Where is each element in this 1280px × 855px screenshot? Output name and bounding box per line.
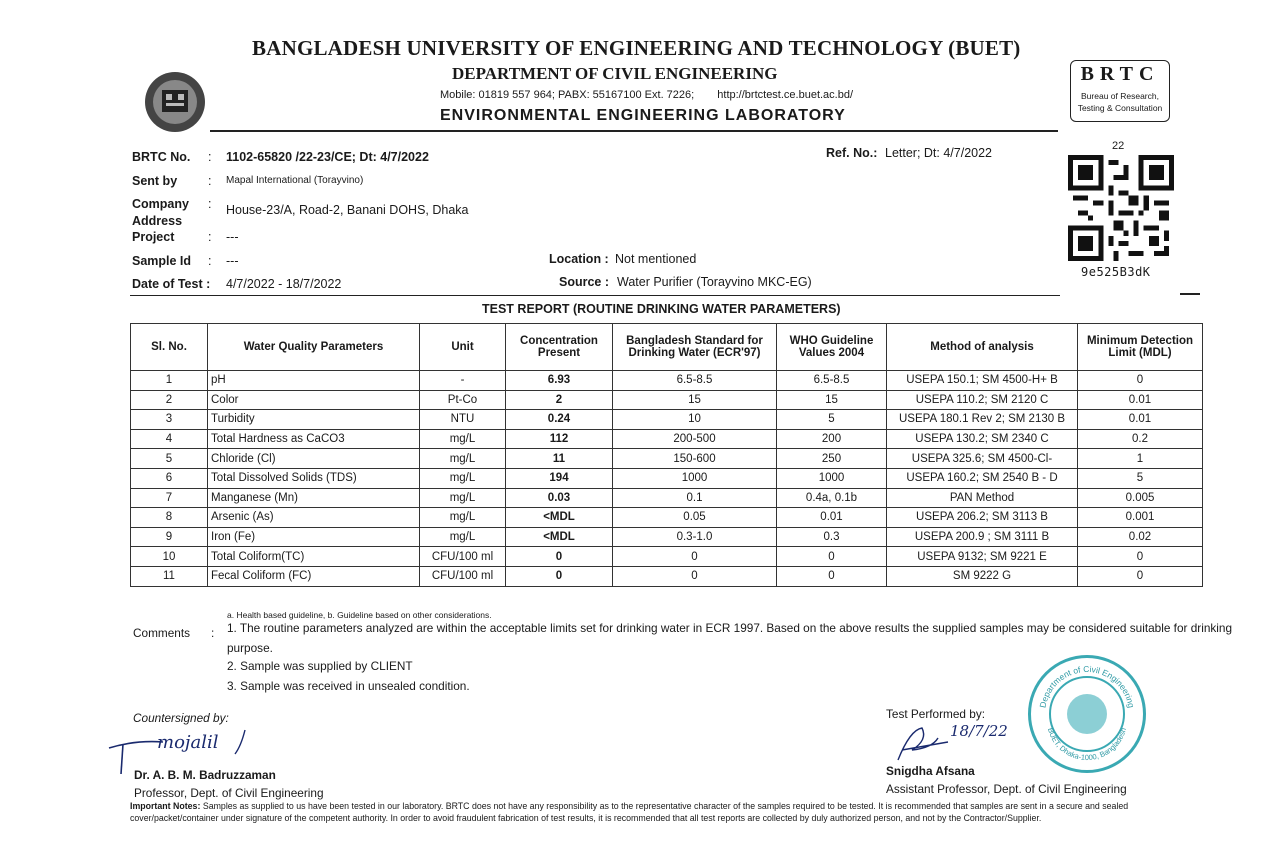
performed-by-label: Test Performed by: bbox=[886, 707, 986, 721]
table-cell: 0.1 bbox=[613, 488, 777, 508]
table-cell: 11 bbox=[131, 566, 208, 586]
table-row bbox=[131, 547, 1203, 567]
table-cell: 1 bbox=[1078, 449, 1203, 469]
countersigner-title: Professor, Dept. of Civil Engineering bbox=[134, 786, 324, 800]
colon: : bbox=[208, 197, 212, 211]
table-cell: PAN Method bbox=[887, 488, 1078, 508]
table-cell: Fecal Coliform (FC) bbox=[208, 566, 420, 586]
table-cell: 0.3-1.0 bbox=[613, 527, 777, 547]
table-cell: 0.2 bbox=[1078, 429, 1203, 449]
countersigner-name: Dr. A. B. M. Badruzzaman bbox=[134, 768, 276, 782]
table-cell: USEPA 130.2; SM 2340 C bbox=[887, 429, 1078, 449]
col-header: WHO Guideline Values 2004 bbox=[777, 324, 887, 371]
table-cell: 0.05 bbox=[613, 508, 777, 528]
colon: : bbox=[208, 254, 212, 268]
sent-by-label: Sent by bbox=[132, 174, 178, 188]
table-cell: Chloride (Cl) bbox=[208, 449, 420, 469]
table-cell: 250 bbox=[777, 449, 887, 469]
table-cell: 194 bbox=[506, 468, 613, 488]
col-header: Sl. No. bbox=[131, 324, 208, 371]
date-of-test-value: 4/7/2022 - 18/7/2022 bbox=[226, 277, 342, 291]
table-cell: 6 bbox=[131, 468, 208, 488]
table-cell: pH bbox=[208, 371, 420, 391]
table-cell: 6.5-8.5 bbox=[613, 371, 777, 391]
table-cell: 0 bbox=[506, 547, 613, 567]
stamp-top-text: Department of Civil Engineering bbox=[1037, 663, 1137, 709]
ref-value: Letter; Dt: 4/7/2022 bbox=[885, 146, 993, 160]
company-label: Company bbox=[132, 197, 189, 211]
stamp-bottom-text: BUET, Dhaka-1000, Bangladesh bbox=[1045, 726, 1129, 763]
ref-label: Ref. No.: bbox=[826, 146, 878, 160]
address-value: House-23/A, Road-2, Banani DOHS, Dhaka bbox=[226, 203, 469, 217]
table-cell: 0.02 bbox=[1078, 527, 1203, 547]
table-cell: USEPA 160.2; SM 2540 B - D bbox=[887, 468, 1078, 488]
table-cell: 4 bbox=[131, 429, 208, 449]
table-cell: 5 bbox=[777, 410, 887, 430]
department-name: DEPARTMENT OF CIVIL ENGINEERING bbox=[452, 64, 778, 83]
table-cell: mg/L bbox=[420, 488, 506, 508]
comment-1-cont: purpose. bbox=[227, 641, 273, 655]
table-cell: Iron (Fe) bbox=[208, 527, 420, 547]
table-cell: mg/L bbox=[420, 508, 506, 528]
table-cell: 7 bbox=[131, 488, 208, 508]
svg-text:Department of Civil Engineerin bbox=[1037, 664, 1136, 709]
col-header: Concentration Present bbox=[506, 324, 613, 371]
table-cell: 0 bbox=[1078, 371, 1203, 391]
table-cell: 1000 bbox=[777, 468, 887, 488]
table-cell: 0 bbox=[1078, 547, 1203, 567]
comment-2: 2. Sample was supplied by CLIENT bbox=[227, 659, 413, 673]
colon: : bbox=[211, 626, 215, 640]
info-rule-short bbox=[1180, 293, 1200, 295]
countersign-signature-text: mojalil bbox=[157, 732, 219, 753]
brtc-letters: BRTC bbox=[1080, 63, 1160, 85]
table-cell: <MDL bbox=[506, 508, 613, 528]
important-notes-label: Important Notes: bbox=[130, 801, 201, 811]
department-seal-stamp bbox=[1028, 655, 1146, 773]
svg-text:BUET, Dhaka-1000, Bangladesh bbox=[1046, 727, 1128, 762]
table-cell: Manganese (Mn) bbox=[208, 488, 420, 508]
table-row bbox=[131, 488, 1203, 508]
table-cell: 11 bbox=[506, 449, 613, 469]
qr-number: 22 bbox=[1112, 140, 1125, 152]
table-row bbox=[131, 566, 1203, 586]
table-cell: CFU/100 ml bbox=[420, 547, 506, 567]
table-cell: 0 bbox=[777, 566, 887, 586]
table-cell: 9 bbox=[131, 527, 208, 547]
source-value: Water Purifier (Torayvino MKC-EG) bbox=[617, 275, 812, 289]
mobile-text: Mobile: 01819 557 964; PABX: 55167100 Ext. 7226; bbox=[440, 89, 695, 101]
table-cell: 1000 bbox=[613, 468, 777, 488]
comments-label: Comments bbox=[133, 626, 191, 640]
table-row bbox=[131, 410, 1203, 430]
table-cell: Arsenic (As) bbox=[208, 508, 420, 528]
col-header: Minimum Detection Limit (MDL) bbox=[1078, 324, 1203, 371]
table-cell: Turbidity bbox=[208, 410, 420, 430]
table-cell: 0 bbox=[613, 547, 777, 567]
performer-signature-text: 18/7/22 bbox=[950, 722, 1008, 740]
table-cell: USEPA 206.2; SM 3113 B bbox=[887, 508, 1078, 528]
table-cell: USEPA 180.1 Rev 2; SM 2130 B bbox=[887, 410, 1078, 430]
table-row bbox=[131, 371, 1203, 391]
table-cell: mg/L bbox=[420, 527, 506, 547]
table-header-row bbox=[131, 324, 1203, 371]
comment-1: 1. The routine parameters analyzed are within the acceptable limits set for drinking water in ECR 1997. Based on the above results the supplied samples may be considered suitable for drinking bbox=[227, 621, 1233, 635]
table-cell: <MDL bbox=[506, 527, 613, 547]
sample-id-value: --- bbox=[226, 254, 239, 268]
table-cell: 0.4a, 0.1b bbox=[777, 488, 887, 508]
brtc-line1: Bureau of Research, bbox=[1081, 91, 1159, 101]
project-value: --- bbox=[226, 230, 239, 244]
table-cell: 112 bbox=[506, 429, 613, 449]
university-name: BANGLADESH UNIVERSITY OF ENGINEERING AND TECHNOLOGY (BUET) bbox=[252, 36, 1021, 60]
contact-line bbox=[440, 89, 873, 101]
brtc-line2: Testing & Consultation bbox=[1077, 103, 1163, 113]
important-notes-text: Samples as supplied to us have been tested in our laboratory. BRTC does not have any responsibility as to the representative character of the samples required to be tested. It is recommended that samples are sent in a secure and sealed cover/packet/container under signature of the competent authority. In order to avoid fraudulent fabrication of test results, it is recommended that all test reports are collected by duly authorized person, and not by the Contractor/Supplier. bbox=[130, 801, 1129, 823]
table-cell: 10 bbox=[131, 547, 208, 567]
table-cell: 5 bbox=[1078, 468, 1203, 488]
brtc-no-label: BRTC No. bbox=[132, 150, 191, 164]
table-cell: 0.01 bbox=[1078, 410, 1203, 430]
table-row bbox=[131, 390, 1203, 410]
table-cell: - bbox=[420, 371, 506, 391]
col-header: Unit bbox=[420, 324, 506, 371]
colon: : bbox=[208, 150, 212, 164]
performer-title: Assistant Professor, Dept. of Civil Engineering bbox=[886, 782, 1127, 796]
location-label: Location : bbox=[549, 252, 609, 266]
brtc-no-value: 1102-65820 /22-23/CE; Dt: 4/7/2022 bbox=[226, 150, 429, 164]
table-cell: 0.3 bbox=[777, 527, 887, 547]
table-row bbox=[131, 508, 1203, 528]
table-cell: 0.03 bbox=[506, 488, 613, 508]
table-cell: 6.93 bbox=[506, 371, 613, 391]
results-table bbox=[130, 323, 1203, 587]
table-cell: 0.001 bbox=[1078, 508, 1203, 528]
table-cell: Total Dissolved Solids (TDS) bbox=[208, 468, 420, 488]
table-cell: 15 bbox=[613, 390, 777, 410]
brtc-logo bbox=[1070, 60, 1170, 122]
table-cell: 2 bbox=[131, 390, 208, 410]
location-value: Not mentioned bbox=[615, 252, 697, 266]
important-notes bbox=[130, 800, 1210, 824]
table-cell: Color bbox=[208, 390, 420, 410]
qr-code-text: 9e525B3dK bbox=[1081, 265, 1151, 279]
table-cell: 0 bbox=[506, 566, 613, 586]
laboratory-name: ENVIRONMENTAL ENGINEERING LABORATORY bbox=[440, 107, 846, 124]
table-row bbox=[131, 468, 1203, 488]
website-link[interactable]: http://brtctest.ce.buet.ac.bd/ bbox=[717, 89, 854, 101]
table-cell: 15 bbox=[777, 390, 887, 410]
table-cell: Total Coliform(TC) bbox=[208, 547, 420, 567]
table-cell: USEPA 9132; SM 9221 E bbox=[887, 547, 1078, 567]
table-cell: 8 bbox=[131, 508, 208, 528]
table-row bbox=[131, 429, 1203, 449]
table-cell: Total Hardness as CaCO3 bbox=[208, 429, 420, 449]
header-rule bbox=[210, 130, 1058, 132]
performer-signature bbox=[892, 720, 1032, 766]
table-cell: 2 bbox=[506, 390, 613, 410]
table-cell: 0.01 bbox=[777, 508, 887, 528]
table-cell: 1 bbox=[131, 371, 208, 391]
table-cell: 6.5-8.5 bbox=[777, 371, 887, 391]
table-cell: 0 bbox=[777, 547, 887, 567]
table-cell: CFU/100 ml bbox=[420, 566, 506, 586]
countersigned-label: Countersigned by: bbox=[133, 711, 229, 725]
table-cell: 5 bbox=[131, 449, 208, 469]
source-label: Source : bbox=[559, 275, 610, 289]
table-cell: USEPA 110.2; SM 2120 C bbox=[887, 390, 1078, 410]
table-cell: 10 bbox=[613, 410, 777, 430]
table-row bbox=[131, 527, 1203, 547]
table-cell: 200 bbox=[777, 429, 887, 449]
table-cell: 3 bbox=[131, 410, 208, 430]
table-row bbox=[131, 449, 1203, 469]
table-cell: Pt-Co bbox=[420, 390, 506, 410]
table-cell: 0.01 bbox=[1078, 390, 1203, 410]
table-cell: NTU bbox=[420, 410, 506, 430]
table-cell: USEPA 150.1; SM 4500-H+ B bbox=[887, 371, 1078, 391]
table-cell: mg/L bbox=[420, 449, 506, 469]
table-cell: USEPA 325.6; SM 4500-Cl- bbox=[887, 449, 1078, 469]
table-cell: 0 bbox=[613, 566, 777, 586]
col-header: Water Quality Parameters bbox=[208, 324, 420, 371]
performer-name: Snigdha Afsana bbox=[886, 764, 975, 778]
colon: : bbox=[208, 174, 212, 188]
info-rule bbox=[130, 295, 1060, 296]
table-cell: 150-600 bbox=[613, 449, 777, 469]
col-header: Method of analysis bbox=[887, 324, 1078, 371]
table-cell: 0 bbox=[1078, 566, 1203, 586]
table-cell: USEPA 200.9 ; SM 3111 B bbox=[887, 527, 1078, 547]
buet-logo bbox=[138, 70, 212, 134]
col-header: Bangladesh Standard for Drinking Water (ECR'97) bbox=[613, 324, 777, 371]
table-cell: 200-500 bbox=[613, 429, 777, 449]
colon: : bbox=[208, 230, 212, 244]
address-label: Address bbox=[132, 214, 183, 228]
footnote: a. Health based guideline, b. Guideline based on other considerations. bbox=[227, 610, 492, 620]
date-of-test-label: Date of Test : bbox=[132, 277, 211, 291]
report-title: TEST REPORT (ROUTINE DRINKING WATER PARAMETERS) bbox=[482, 302, 841, 316]
table-cell: 0.24 bbox=[506, 410, 613, 430]
qr-code[interactable] bbox=[1068, 155, 1174, 261]
table-cell: 0.005 bbox=[1078, 488, 1203, 508]
table-cell: mg/L bbox=[420, 429, 506, 449]
sent-by-value: Mapal International (Torayvino) bbox=[226, 175, 364, 186]
table-cell: mg/L bbox=[420, 468, 506, 488]
sample-id-label: Sample Id bbox=[132, 254, 192, 268]
table-cell: SM 9222 G bbox=[887, 566, 1078, 586]
comment-3: 3. Sample was received in unsealed condition. bbox=[227, 679, 470, 693]
project-label: Project bbox=[132, 230, 175, 244]
